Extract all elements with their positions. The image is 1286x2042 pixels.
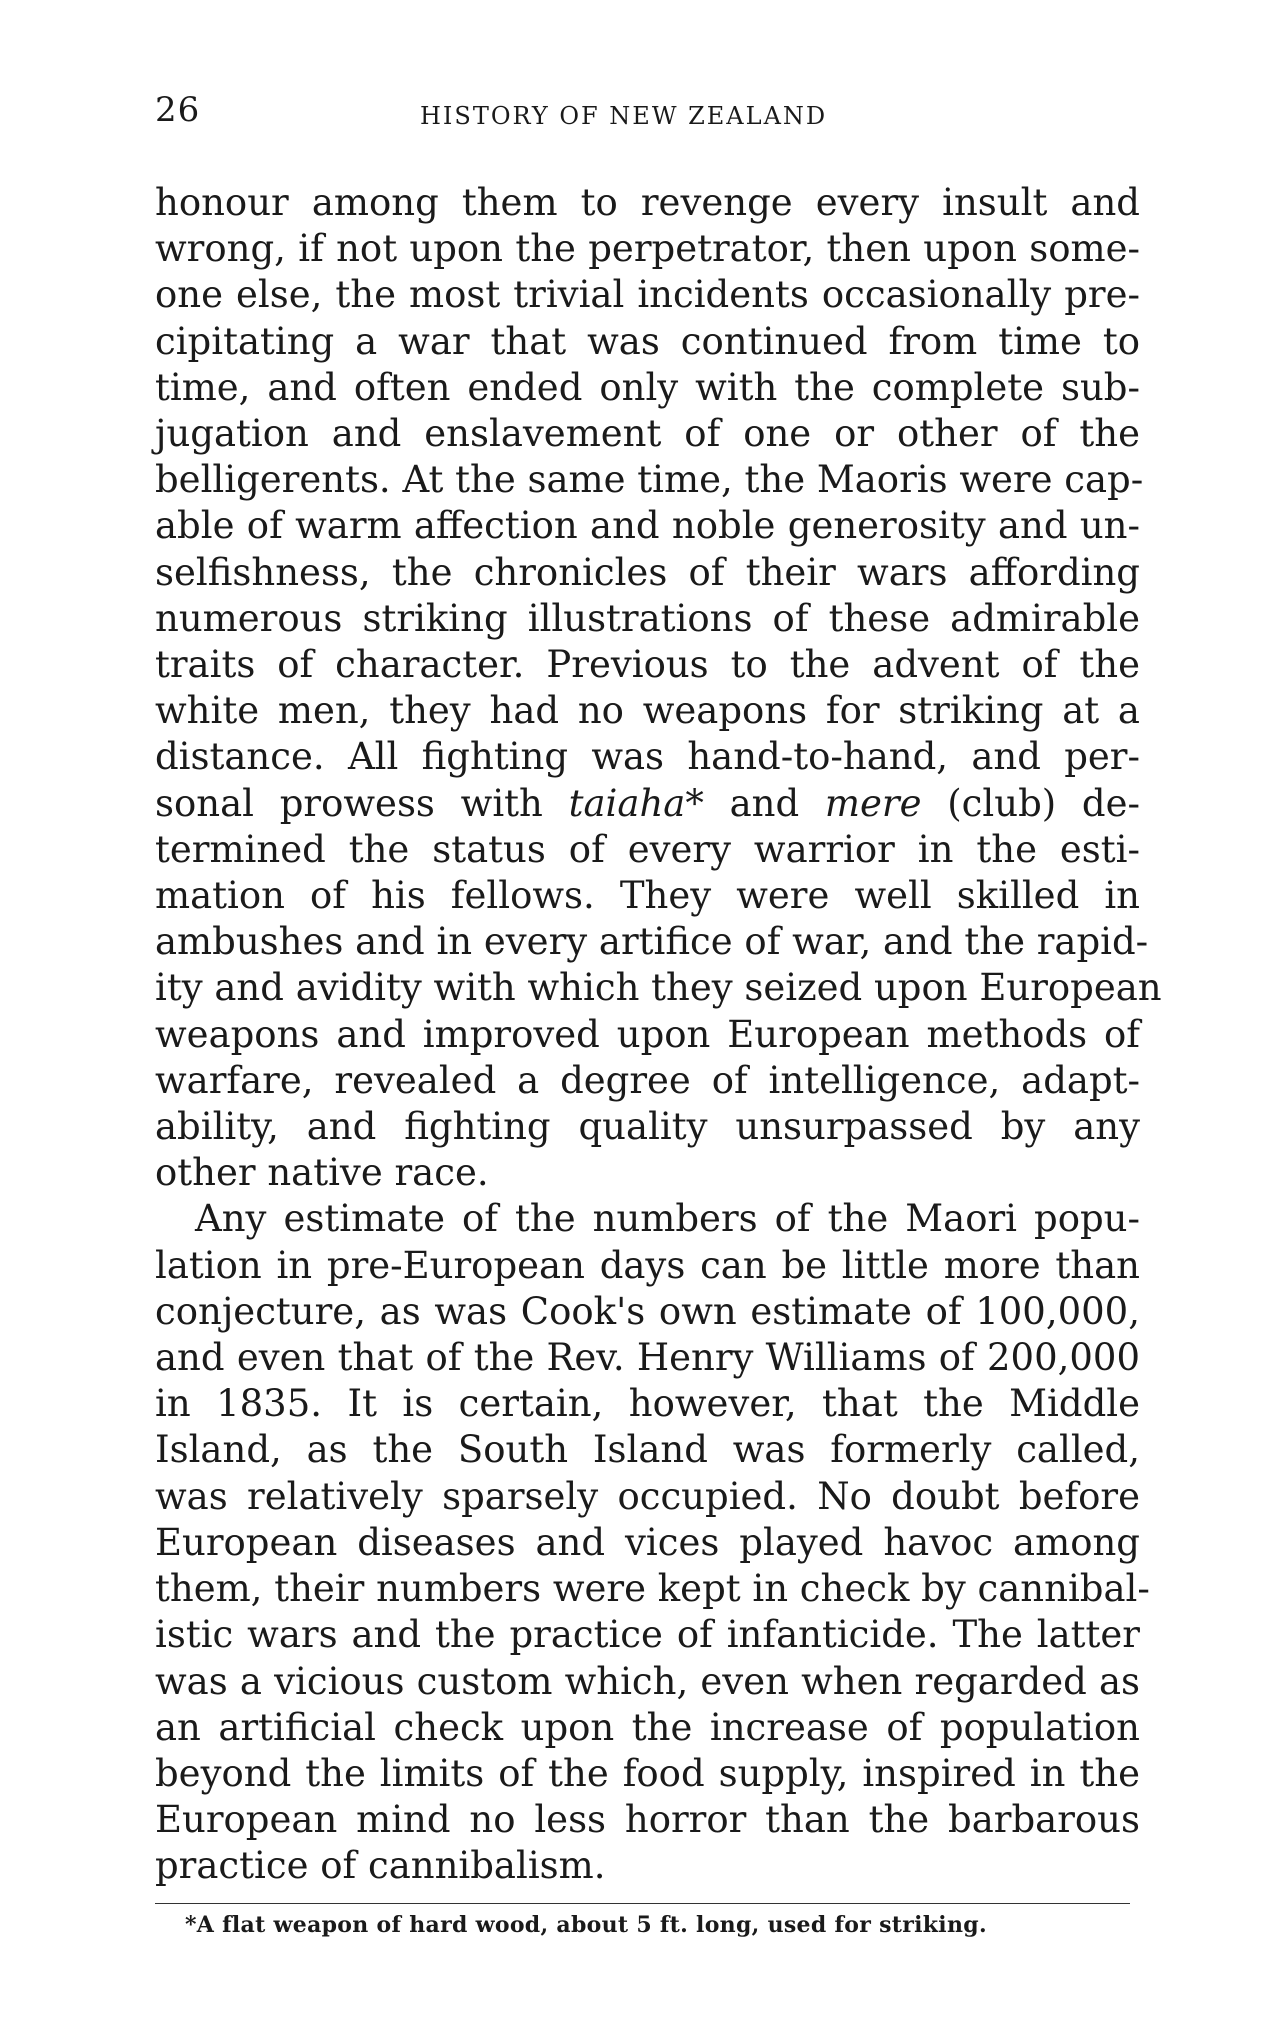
- text-line: warfare, revealed a degree of intelligence, adapt-: [155, 1058, 1140, 1102]
- text-line: istic wars and the practice of infanticide. The latter: [155, 1613, 1140, 1657]
- text-line: Any estimate of the numbers of the Maori popu-: [195, 1197, 1140, 1241]
- footnote: *A flat weapon of hard wood, about 5 ft. long, used for striking.: [185, 1912, 987, 1938]
- running-head: HISTORY OF NEW ZEALAND: [420, 102, 828, 130]
- text-line: European mind no less horror than the barbarous: [155, 1798, 1140, 1842]
- text-line: an artificial check upon the increase of population: [155, 1705, 1140, 1749]
- text-line: selfishness, the chronicles of their wars affording: [155, 550, 1140, 594]
- text-line: weapons and improved upon European methods of: [155, 1012, 1140, 1056]
- text-fragment: sonal prowess with: [155, 781, 543, 825]
- text-line: beyond the limits of the food supply, inspired in the: [155, 1751, 1140, 1795]
- text-line: ability, and fighting quality unsurpassed by any: [155, 1105, 1140, 1149]
- text-line: practice of cannibalism.: [155, 1844, 606, 1888]
- text-line: termined the status of every warrior in the esti-: [155, 827, 1140, 871]
- text-line: other native race.: [155, 1151, 489, 1195]
- book-page: [155, 90, 1162, 1938]
- text-line: jugation and enslavement of one or other of the: [155, 412, 1140, 456]
- page-header: [155, 90, 1140, 140]
- text-line: them, their numbers were kept in check by cannibal-: [155, 1567, 1150, 1611]
- text-line: traits of character. Previous to the advent of the: [155, 643, 1140, 687]
- text-line: able of warm affection and noble generosity and un-: [155, 504, 1140, 548]
- text-line: was a vicious custom which, even when regarded as: [155, 1659, 1140, 1703]
- text-line: ity and avidity with which they seized upon European: [155, 966, 1162, 1010]
- body-text: [155, 180, 1162, 1890]
- text-line: time, and often ended only with the complete sub-: [155, 365, 1140, 409]
- page-number: 26: [155, 90, 201, 130]
- text-line: was relatively sparsely occupied. No doubt before: [155, 1474, 1140, 1518]
- text-line: honour among them to revenge every insult and: [155, 181, 1140, 224]
- text-line: ambushes and in every artifice of war, and the rapid-: [155, 920, 1149, 964]
- text-line: white men, they had no weapons for striking at a: [155, 689, 1140, 733]
- text-line: mation of his fellows. They were well skilled in: [155, 874, 1140, 918]
- text-line: one else, the most trivial incidents occasionally pre-: [155, 273, 1140, 317]
- text-line: European diseases and vices played havoc among: [155, 1520, 1140, 1564]
- text-line: distance. All fighting was hand-to-hand, and per-: [155, 735, 1140, 779]
- text-line: numerous striking illustrations of these admirable: [155, 596, 1140, 640]
- text-line: belligerents. At the same time, the Maoris were cap-: [155, 458, 1144, 502]
- text-line: and even that of the Rev. Henry Williams of 200,000: [155, 1336, 1140, 1380]
- term-mere: mere: [824, 781, 922, 825]
- text-line: in 1835. It is certain, however, that the Middle: [155, 1382, 1140, 1426]
- text-line: Island, as the South Island was formerly called,: [155, 1428, 1140, 1472]
- footnote-divider: [155, 1903, 1130, 1904]
- text-line: cipitating a war that was continued from time to: [155, 319, 1140, 363]
- text-line: conjecture, as was Cook's own estimate of 100,000,: [155, 1289, 1140, 1333]
- text-fragment: (club) de-: [947, 781, 1141, 825]
- text-line: lation in pre-European days can be little more than: [155, 1243, 1140, 1287]
- term-taiaha: taiaha*: [568, 781, 704, 825]
- text-line: wrong, if not upon the perpetrator, then upon some-: [155, 227, 1140, 271]
- text-fragment: and: [729, 781, 800, 825]
- paragraph-1: [155, 180, 1162, 1196]
- paragraph-2: [155, 1196, 1150, 1889]
- text-line-with-italics: [155, 781, 1140, 827]
